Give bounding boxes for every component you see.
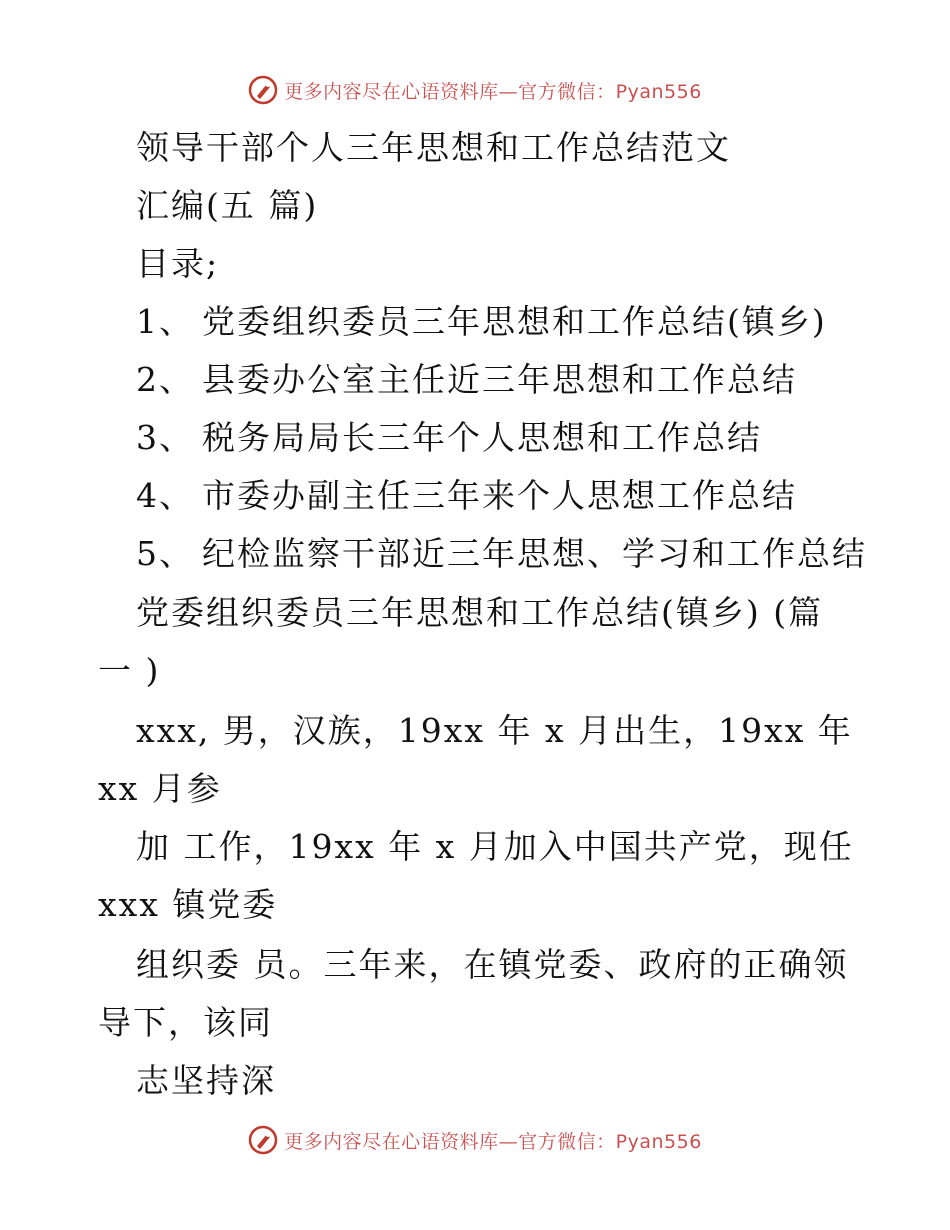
toc-item-text: 县委办公室主任近三年思想和工作总结 <box>202 360 797 399</box>
toc-item-number: 3、 <box>136 418 194 457</box>
pen-nib-seal-icon <box>248 75 278 105</box>
document-title-line-1: 领导干部个人三年思想和工作总结范文 <box>136 128 731 167</box>
watermark-text: 更多内容尽在心语资料库—官方微信：Pyan556 <box>284 80 702 103</box>
toc-item <box>136 302 827 342</box>
watermark-text: 更多内容尽在心语资料库—官方微信：Pyan556 <box>284 1130 702 1153</box>
body-line: 志坚持深 <box>136 1061 276 1100</box>
header-watermark <box>0 72 950 108</box>
footer-watermark <box>0 1122 950 1158</box>
toc-item-text: 党委组织委员三年思想和工作总结(镇乡) <box>202 302 827 341</box>
toc-item-text: 市委办副主任三年来个人思想工作总结 <box>202 476 797 515</box>
document-title-line-2: 汇编(五 篇) <box>136 186 319 225</box>
section-title-line-2: 一 ) <box>98 651 161 690</box>
toc-item-text: 税务局局长三年个人思想和工作总结 <box>202 418 762 457</box>
body-line: 导下，该同 <box>98 1003 273 1042</box>
toc-item-number: 2、 <box>136 360 194 399</box>
toc-item-text: 纪检监察干部近三年思想、学习和工作总结 <box>202 534 867 573</box>
section-title-line-1: 党委组织委员三年思想和工作总结(镇乡) (篇 <box>136 593 824 632</box>
pen-nib-seal-icon <box>248 1125 278 1155</box>
toc-heading: 目录; <box>136 244 220 283</box>
toc-item-number: 1、 <box>136 302 194 341</box>
body-line: 组织委 员。三年来，在镇党委、政府的正确领 <box>136 945 849 984</box>
body-line: xxx, 男，汉族，19xx 年 x 月出生，19xx 年 <box>136 711 853 750</box>
toc-item <box>136 360 797 400</box>
body-line: xxx 镇党委 <box>98 885 278 924</box>
body-line: xx 月参 <box>98 769 222 808</box>
toc-item-number: 4、 <box>136 476 194 515</box>
toc-item <box>136 476 797 516</box>
toc-item-number: 5、 <box>136 534 194 573</box>
toc-item <box>136 534 867 574</box>
body-line: 加 工作，19xx 年 x 月加入中国共产党，现任 <box>136 827 854 866</box>
toc-item <box>136 418 762 458</box>
